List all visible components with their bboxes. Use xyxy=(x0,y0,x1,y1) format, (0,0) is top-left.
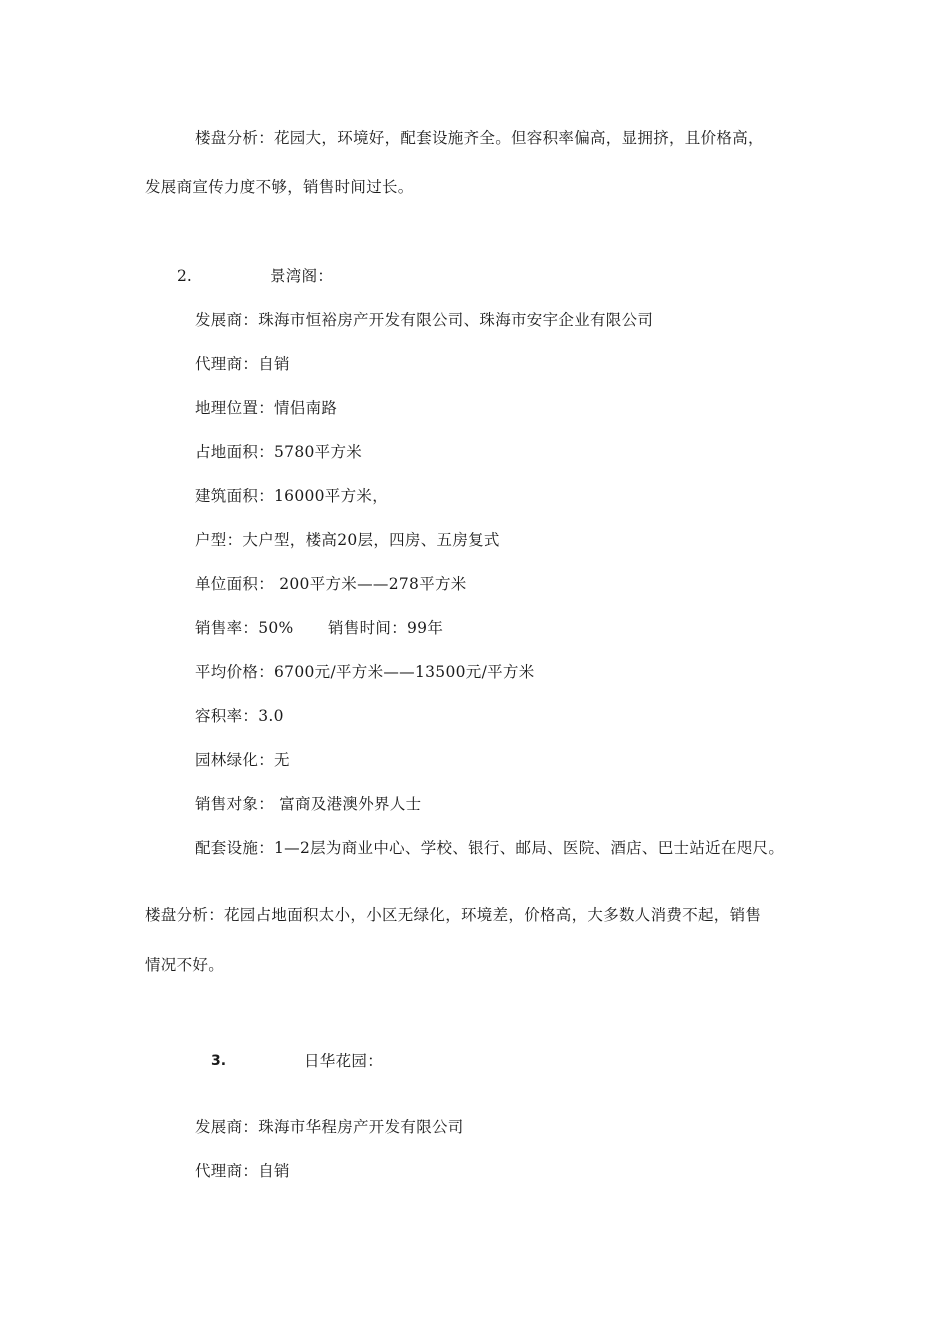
analysis-paragraph-2-line-2: 情况不好。 xyxy=(145,956,225,974)
analysis-paragraph-2-line-1: 楼盘分析：花园占地面积太小，小区无绿化，环境差，价格高，大多数人消费不起，销售 xyxy=(145,906,762,924)
section-2-number: 2. xyxy=(177,267,192,285)
section-2-sales-time: 销售时间：99年 xyxy=(328,619,444,637)
section-2-sales-rate: 销售率：50% xyxy=(195,619,294,637)
section-2-unit-type: 户型：大户型，楼高20层，四房、五房复式 xyxy=(195,531,500,549)
section-2-building-area: 建筑面积：16000平方米， xyxy=(195,487,389,505)
section-2-facilities: 配套设施：1—2层为商业中心、学校、银行、邮局、医院、酒店、巴士站近在咫尺。 xyxy=(195,839,785,857)
section-3-developer: 发展商：珠海市华程房产开发有限公司 xyxy=(195,1118,464,1136)
section-2-unit-area: 单位面积： 200平方米——278平方米 xyxy=(195,575,467,593)
analysis-paragraph-1-line-1: 楼盘分析：花园大，环境好，配套设施齐全。但容积率偏高，显拥挤，且价格高， xyxy=(195,129,764,147)
section-2-location: 地理位置：情侣南路 xyxy=(195,399,338,417)
section-2-land-area: 占地面积：5780平方米 xyxy=(195,443,363,461)
section-3-number: 3. xyxy=(211,1053,227,1069)
section-2-developer: 发展商：珠海市恒裕房产开发有限公司、珠海市安宇企业有限公司 xyxy=(195,311,654,329)
section-2-avg-price: 平均价格：6700元/平方米——13500元/平方米 xyxy=(195,663,535,681)
section-2-greening: 园林绿化：无 xyxy=(195,751,290,769)
section-3-agent: 代理商：自销 xyxy=(195,1162,290,1180)
section-2-agent: 代理商：自销 xyxy=(195,355,290,373)
analysis-paragraph-1-line-2: 发展商宣传力度不够，销售时间过长。 xyxy=(145,178,414,196)
section-2-title: 景湾阁： xyxy=(270,267,334,285)
section-2-target: 销售对象： 富商及港澳外界人士 xyxy=(195,795,422,813)
section-2-plot-ratio: 容积率：3.0 xyxy=(195,707,284,725)
section-3-title: 日华花园： xyxy=(304,1052,384,1070)
